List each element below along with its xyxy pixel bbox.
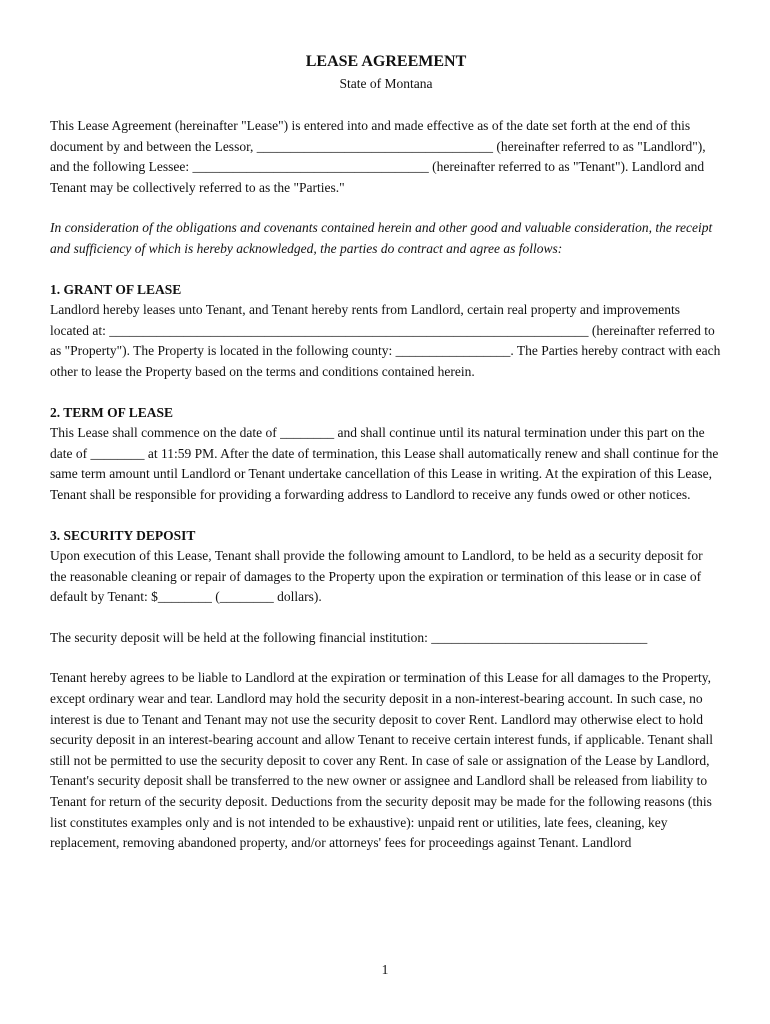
section-term-of-lease <box>50 403 722 506</box>
consideration-paragraph: In consideration of the obligations and covenants contained herein and other good and valuable consideration, the receipt and sufficiency of which is hereby acknowledged, the parties do contract and agree as follows: <box>50 220 713 256</box>
intro-paragraph: This Lease Agreement (hereinafter "Lease") is entered into and made effective as of the date set forth at the end of this document by and between the Lessor, ___________________________________ (hereinafter referred to as "Landlord"), and the following Lessee: ___________________________________ (hereinafter referred to as "Tenant"). Landlord and Tenant may be collectively referred to as the "Parties." <box>50 118 706 195</box>
section-heading: 2. TERM OF LEASE <box>50 404 174 420</box>
section-heading: 3. SECURITY DEPOSIT <box>50 527 196 543</box>
section-grant-of-lease <box>50 280 722 383</box>
document-subtitle: State of Montana <box>339 76 433 91</box>
section-paragraph: Upon execution of this Lease, Tenant shall provide the following amount to Landlord, to be held as a security deposit for the reasonable cleaning or repair of damages to the Property upon the expiration or termination of this lease or in case of default by Tenant: $________ (________ dollars). <box>50 548 703 605</box>
section-paragraph: Landlord hereby leases unto Tenant, and Tenant hereby rents from Landlord, certain real property and improvements located at: _______________________________________________________________________ (hereinafter referred to as "Property"). The Property is located in the following county: _________________. The Parties hereby contract with each other to lease the Property based on the terms and conditions contained herein. <box>50 302 721 379</box>
document-title: LEASE AGREEMENT <box>305 53 467 70</box>
section-paragraph: This Lease shall commence on the date of ________ and shall continue until its natural termination under this part on the date of ________ at 11:59 PM. After the date of termination, this Lease shall automatically renew and shall continue for the same term amount until Landlord or Tenant undertake cancellation of this Lease in writing. At the expiration of this Lease, Tenant shall be responsible for providing a forwarding address to Landlord to receive any funds owed or other notices. <box>50 425 719 502</box>
section-paragraph: The security deposit will be held at the following financial institution: ________________________________ <box>50 629 648 645</box>
section-security-deposit <box>50 526 722 854</box>
section-paragraph: Tenant hereby agrees to be liable to Landlord at the expiration or termination of this Lease for all damages to the Property, except ordinary wear and tear. Landlord may hold the security deposit in a non-interest-bearing account. In such case, no interest is due to Tenant and Tenant may not use the security deposit to cover Rent. Landlord may otherwise elect to hold security deposit in an interest-bearing account and allow Tenant to receive certain interest funds, if applicable. Tenant shall still not be permitted to use the security deposit to cover any Rent. In case of sale or assignation of the Lease by Landlord, Tenant's security deposit shall be transferred to the new owner or assignee and Landlord shall be released from liability to Tenant for return of the security deposit. Deductions from the security deposit may be made for the following reasons (this list constitutes examples only and is not intended to be exhaustive): unpaid rent or utilities, late fees, cleaning, key replacement, removing abandoned property, and/or attorneys' fees for proceedings against Tenant. Landlord <box>50 670 713 851</box>
section-heading: 1. GRANT OF LEASE <box>50 281 182 297</box>
page-number: 1 <box>381 962 389 977</box>
document-page <box>50 52 722 854</box>
